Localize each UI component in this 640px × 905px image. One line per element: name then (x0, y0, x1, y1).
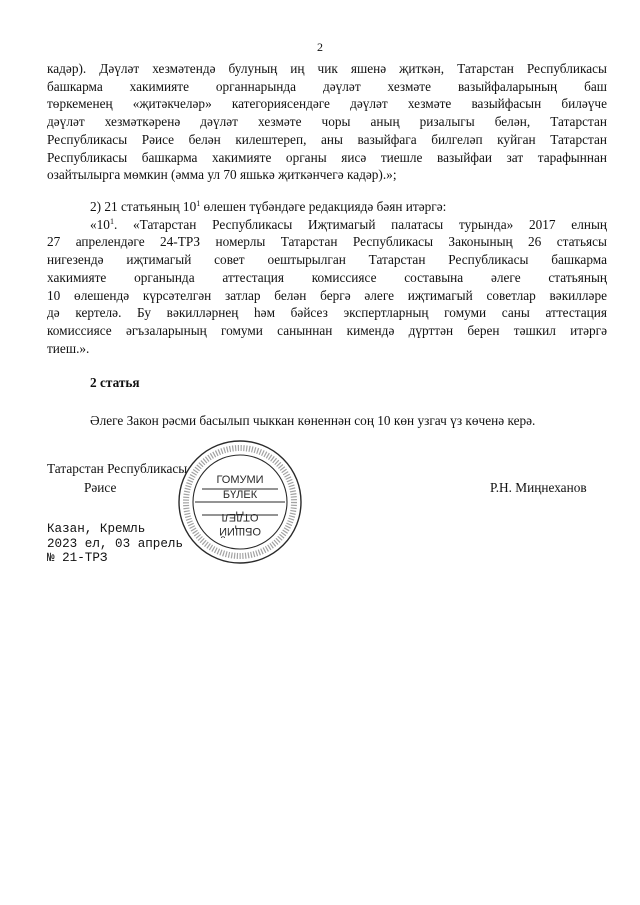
quote-superscript: 1 (109, 216, 114, 226)
intro-text: 2) 21 статьяның 10 (90, 199, 197, 214)
date-line: 2023 ел, 03 апрель (47, 536, 184, 551)
page-number: 2 (317, 40, 323, 54)
paragraph-line: 10 өлешендә күрсәтелгән затлар белән бергә әлеге иҗтимагый советлар вәкилләре (47, 287, 607, 303)
paragraph-line: хакимияте органында аттестация комиссиясе составына әлеге статьяның (47, 269, 607, 285)
paragraph-line: Республикасы Рәисе белән килештереп, аны вазыйфага билгеләп куйган Татарстан (47, 131, 607, 147)
place-line: Казан, Кремль (47, 522, 146, 536)
paragraph-continuation (47, 60, 607, 184)
law-number-line: № 21-ТРЗ (47, 551, 108, 565)
stamp-text: БҮЛЕК (222, 489, 258, 501)
stamp-text: ОТДЕЛ (221, 511, 259, 523)
article-text: Әлеге Закон рәсми басылып чыккан көненнән соң 10 көн узгач үз көченә керә. (90, 413, 536, 428)
stamp-text: ОБЩИЙ (219, 525, 261, 537)
paragraph-line: Республикасы башкарма хакимияте органы яисә тиешле вазыйфаи зат тарафыннан (47, 149, 607, 165)
signatory-name: Р.Н. Миңнеханов (490, 480, 587, 495)
place-date-number (47, 522, 183, 566)
article-heading: 2 статья (90, 375, 140, 390)
paragraph-line: комиссиясе әгъзаларының гомуми саныннан кимендә дүрттән берен тәшкил итәргә (47, 322, 607, 338)
paragraph-line: дәүләт хезмәткәренә дәүләт хезмәте чоры аның ризалыгы белән, Татарстан (47, 114, 607, 130)
paragraph-line: 27 апрелендәге 24-ТРЗ номерлы Татарстан Республикасы Законының 26 статьясы (47, 234, 607, 250)
quote-text: «10 (90, 216, 110, 232)
paragraph-line: нигезендә иҗтимагый совет оештырылган Татарстан Республикасы башкарма (47, 252, 607, 268)
intro-superscript: 1 (196, 199, 201, 208)
signatory-title: Татарстан Республикасы (47, 461, 188, 476)
paragraph-line: төркеменең «җитәкчеләр» категориясендәге дәүләт хезмәте вазыйфасын биләүче (47, 96, 607, 112)
amendment-paragraph (47, 198, 607, 357)
intro-text-end: өлешен түбәндәге редакциядә бәян итәргә: (200, 199, 447, 214)
signatory-title-position: Рәисе (84, 480, 117, 495)
amendment-intro (47, 198, 607, 216)
stamp-text: ГОМУМИ (216, 474, 264, 486)
quote-text-end: . «Татарстан Республикасы Иҗтимагый палатасы турында» 2017 елның (113, 216, 607, 232)
paragraph-line: тиеш.». (47, 340, 90, 356)
paragraph-line: озайтылырга мөмкин (әмма ул 70 яшькә җиткәнчегә кадәр).»; (47, 167, 397, 183)
paragraph-line: башкарма хакимияте органнарында дәүләт хезмәте вазыйфаларының баш (47, 78, 607, 94)
quote-first-line (47, 216, 607, 234)
paragraph-line: кадәр). Дәүләт хезмәтендә булуның иң чик яшенә җиткән, Татарстан Республикасы (47, 61, 607, 76)
paragraph-line: дә кертелә. Бу вәкилләрнең һәм бәйсез экспертларның гомуми саны аттестация (47, 305, 607, 321)
official-stamp (176, 438, 304, 566)
